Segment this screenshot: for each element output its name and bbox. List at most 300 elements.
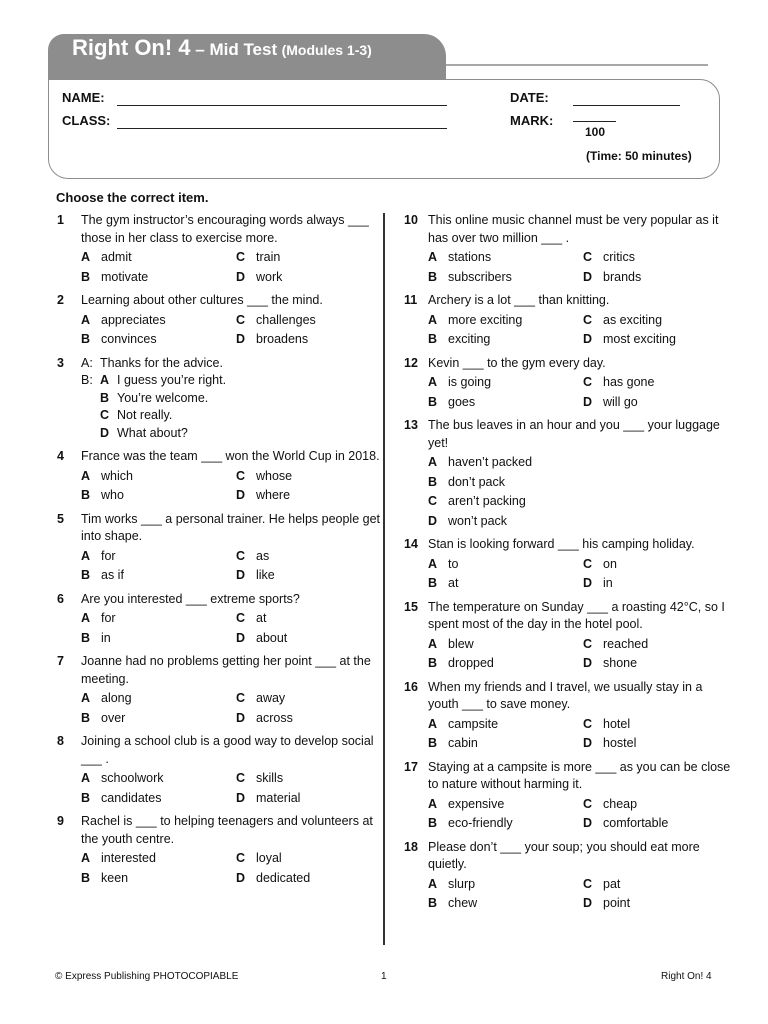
answer-option[interactable] xyxy=(428,331,583,349)
option-letter: A xyxy=(81,250,91,264)
answer-option[interactable] xyxy=(236,770,391,788)
option-text: expensive xyxy=(448,796,505,811)
title-test: – Mid Test xyxy=(190,40,278,59)
question-head xyxy=(404,292,734,310)
option-letter: D xyxy=(236,630,246,645)
option-text: in xyxy=(101,630,111,645)
option-text: keen xyxy=(101,870,129,885)
option-text: as xyxy=(256,548,270,563)
answer-option[interactable] xyxy=(236,487,391,505)
option-text: is going xyxy=(448,375,492,389)
question-text: Staying at a campsite is more ___ as you can be close to nature without harming it. xyxy=(428,759,731,791)
option-text: challenges xyxy=(256,312,316,327)
option-text: will go xyxy=(603,394,638,409)
option-letter: B xyxy=(81,710,91,725)
option-text: blew xyxy=(448,636,474,651)
question-head xyxy=(404,759,734,794)
question-head xyxy=(57,733,387,768)
options-grid xyxy=(57,610,387,647)
answer-option[interactable] xyxy=(81,487,236,505)
option-letter: C xyxy=(236,851,246,865)
question-item xyxy=(57,212,387,286)
question-text: The bus leaves in an hour and you ___ your luggage yet! xyxy=(428,418,720,450)
option-text: schoolwork xyxy=(101,771,164,785)
option-text: where xyxy=(256,488,291,502)
answer-option[interactable] xyxy=(81,269,236,287)
option-letter: A xyxy=(428,796,438,811)
answer-option[interactable] xyxy=(81,850,236,868)
answer-option[interactable] xyxy=(81,770,236,788)
option-text: admit xyxy=(101,250,132,264)
options-grid xyxy=(404,876,734,913)
answer-option[interactable] xyxy=(428,374,583,392)
option-letter: B xyxy=(81,488,91,502)
question-head xyxy=(404,536,734,554)
answer-option[interactable] xyxy=(583,394,738,412)
option-letter: D xyxy=(583,816,593,830)
answer-option[interactable] xyxy=(428,716,583,734)
answer-option[interactable] xyxy=(81,390,387,408)
answer-option[interactable] xyxy=(583,895,738,913)
question-head xyxy=(404,355,734,373)
question-number: 16 xyxy=(404,679,418,694)
question-text: Rachel is ___ to helping teenagers and volunteers at the youth centre. xyxy=(81,814,373,846)
name-field[interactable] xyxy=(117,105,447,106)
option-letter: C xyxy=(236,771,246,785)
footer-page-number: 1 xyxy=(381,971,387,982)
question-number: 7 xyxy=(57,654,64,668)
options-grid xyxy=(57,249,387,286)
answer-option[interactable] xyxy=(428,312,583,330)
option-text: I guess you’re right. xyxy=(117,373,227,387)
option-letter: A xyxy=(81,468,91,483)
question-text: When my friends and I travel, we usually stay in a youth ___ to save money. xyxy=(428,679,703,711)
option-letter: A xyxy=(428,312,438,327)
question-item xyxy=(404,212,734,286)
option-text: exciting xyxy=(448,332,491,346)
answer-option[interactable] xyxy=(236,548,391,566)
answer-option[interactable] xyxy=(428,876,583,894)
option-text: away xyxy=(256,691,286,705)
option-text: don’t pack xyxy=(448,474,505,489)
options-grid xyxy=(404,374,734,411)
option-text: in xyxy=(603,576,613,590)
option-letter: B xyxy=(81,870,91,885)
option-letter: A xyxy=(81,312,91,327)
answer-option[interactable] xyxy=(428,394,583,412)
question-number: 3 xyxy=(57,355,64,370)
answer-option[interactable] xyxy=(81,548,236,566)
question-head xyxy=(57,355,387,443)
option-letter: D xyxy=(236,790,246,805)
question-item xyxy=(404,355,734,412)
option-letter: C xyxy=(236,312,246,327)
answer-option[interactable] xyxy=(81,690,236,708)
option-text: goes xyxy=(448,394,476,409)
option-letter: D xyxy=(583,656,593,670)
option-text: on xyxy=(603,556,617,571)
option-letter: C xyxy=(236,548,246,563)
question-head xyxy=(57,292,387,310)
options-grid xyxy=(404,796,734,833)
option-text: comfortable xyxy=(603,816,669,830)
question-number: 5 xyxy=(57,511,64,526)
question-item xyxy=(404,536,734,593)
option-text: appreciates xyxy=(101,312,166,327)
option-letter: B xyxy=(81,269,91,284)
option-letter: C xyxy=(583,375,593,389)
answer-option[interactable] xyxy=(236,690,391,708)
option-letter: D xyxy=(236,332,246,346)
question-number: 11 xyxy=(404,293,418,307)
answer-option[interactable] xyxy=(428,269,583,287)
option-letter: D xyxy=(236,710,246,725)
option-text: stations xyxy=(448,250,492,264)
answer-option[interactable] xyxy=(583,269,738,287)
option-letter: D xyxy=(236,269,246,284)
answer-option[interactable] xyxy=(81,372,387,390)
options-grid xyxy=(57,312,387,349)
options-grid xyxy=(57,468,387,505)
question-head xyxy=(57,511,387,546)
answer-option[interactable] xyxy=(81,610,236,628)
answer-option[interactable] xyxy=(428,556,583,574)
answer-option[interactable] xyxy=(236,312,391,330)
answer-option[interactable] xyxy=(81,468,236,486)
option-text: haven’t packed xyxy=(448,455,533,469)
class-label: CLASS: xyxy=(62,113,111,128)
options-grid xyxy=(57,690,387,727)
answer-option[interactable] xyxy=(236,331,391,349)
option-letter: A xyxy=(428,375,438,389)
answer-option[interactable] xyxy=(583,556,738,574)
option-text: reached xyxy=(603,636,649,651)
option-text: interested xyxy=(101,851,156,865)
question-head xyxy=(404,679,734,714)
answer-option[interactable] xyxy=(428,815,583,833)
options-grid xyxy=(57,770,387,807)
answer-option[interactable] xyxy=(428,796,583,814)
answer-option[interactable] xyxy=(236,567,391,585)
footer-book-title: Right On! 4 xyxy=(661,971,712,982)
option-text: cheap xyxy=(603,796,638,811)
answer-option[interactable] xyxy=(81,331,236,349)
option-letter: B xyxy=(428,474,438,489)
option-letter: A xyxy=(100,373,110,387)
question-item xyxy=(57,653,387,727)
option-text: You’re welcome. xyxy=(117,390,209,405)
option-text: most exciting xyxy=(603,332,676,346)
answer-option[interactable] xyxy=(428,474,728,492)
answer-option[interactable] xyxy=(81,312,236,330)
answer-option[interactable] xyxy=(583,815,738,833)
options-grid xyxy=(57,850,387,887)
question-item xyxy=(57,591,387,648)
question-number: 15 xyxy=(404,599,418,614)
question-number: 8 xyxy=(57,734,64,748)
option-text: about xyxy=(256,630,288,645)
answer-option[interactable] xyxy=(428,575,583,593)
option-letter: B xyxy=(428,736,438,750)
option-text: pat xyxy=(603,876,621,891)
option-text: train xyxy=(256,250,281,264)
question-number: 14 xyxy=(404,537,418,551)
answer-option[interactable] xyxy=(583,331,738,349)
question-text: This online music channel must be very popular as it has over two million ___ . xyxy=(428,213,719,245)
option-letter: B xyxy=(428,576,438,590)
option-letter: B xyxy=(81,790,91,805)
answer-option[interactable] xyxy=(236,790,391,808)
answer-option[interactable] xyxy=(81,407,387,425)
instructions: Choose the correct item. xyxy=(56,190,209,205)
option-letter: C xyxy=(583,716,593,731)
option-text: cabin xyxy=(448,736,478,750)
answer-option[interactable] xyxy=(81,567,236,585)
option-letter: A xyxy=(428,556,438,571)
answer-option[interactable] xyxy=(81,249,236,267)
answer-option[interactable] xyxy=(236,850,391,868)
question-number: 12 xyxy=(404,355,418,370)
question-number: 2 xyxy=(57,293,64,307)
option-letter: D xyxy=(583,736,593,750)
option-text: eco-friendly xyxy=(448,816,513,830)
questions-right-column xyxy=(404,212,734,919)
option-text: has gone xyxy=(603,375,655,389)
question-number: 10 xyxy=(404,213,418,227)
option-letter: C xyxy=(583,796,593,811)
question-item xyxy=(57,511,387,585)
question-text: Learning about other cultures ___ the mind. xyxy=(81,293,323,307)
option-letter: B xyxy=(428,269,438,284)
option-letter: A xyxy=(81,611,91,625)
question-item xyxy=(404,839,734,913)
option-letter: D xyxy=(428,513,438,528)
answer-option[interactable] xyxy=(81,790,236,808)
options-grid xyxy=(404,249,734,286)
answer-option[interactable] xyxy=(428,513,728,531)
option-text: loyal xyxy=(256,851,282,865)
option-letter: C xyxy=(236,468,246,483)
option-text: motivate xyxy=(101,269,149,284)
option-letter: C xyxy=(100,408,110,422)
option-text: at xyxy=(256,611,267,625)
option-letter: A xyxy=(428,250,438,264)
answer-option[interactable] xyxy=(428,655,583,673)
option-letter: B xyxy=(428,896,438,910)
question-item xyxy=(404,599,734,673)
question-head xyxy=(57,448,387,466)
answer-option[interactable] xyxy=(583,876,738,894)
time-limit: (Time: 50 minutes) xyxy=(586,149,692,163)
option-text: point xyxy=(603,896,631,910)
option-text: material xyxy=(256,790,301,805)
option-text: for xyxy=(101,548,116,563)
option-text: broadens xyxy=(256,332,309,346)
option-text: more exciting xyxy=(448,312,523,327)
question-item xyxy=(404,292,734,349)
answer-option[interactable] xyxy=(583,735,738,753)
answer-option[interactable] xyxy=(428,493,728,511)
question-head xyxy=(404,599,734,634)
option-text: Not really. xyxy=(117,408,173,422)
speaker-b: B: xyxy=(81,373,93,387)
options-grid xyxy=(404,454,734,530)
answer-option[interactable] xyxy=(583,636,738,654)
question-item xyxy=(57,292,387,349)
option-letter: C xyxy=(236,250,246,264)
option-letter: C xyxy=(583,636,593,651)
dialogue xyxy=(81,355,387,443)
option-text: work xyxy=(256,269,283,284)
answer-option[interactable] xyxy=(236,610,391,628)
mark-total: 100 xyxy=(585,125,606,139)
answer-option[interactable] xyxy=(236,249,391,267)
answer-option[interactable] xyxy=(428,636,583,654)
answer-option[interactable] xyxy=(81,870,236,888)
question-number: 1 xyxy=(57,213,64,227)
answer-option[interactable] xyxy=(583,575,738,593)
option-letter: C xyxy=(583,556,593,571)
option-text: What about? xyxy=(117,425,188,440)
footer-copyright: © Express Publishing PHOTOCOPIABLE xyxy=(55,971,239,982)
page-title xyxy=(72,35,372,61)
answer-option[interactable] xyxy=(583,249,738,267)
answer-option[interactable] xyxy=(583,312,738,330)
question-head xyxy=(404,417,734,452)
option-letter: B xyxy=(428,816,438,830)
option-letter: C xyxy=(428,494,438,508)
answer-option[interactable] xyxy=(81,710,236,728)
dialogue-line-a xyxy=(81,355,387,373)
question-text: Are you interested ___ extreme sports? xyxy=(81,591,300,606)
question-number: 13 xyxy=(404,418,418,432)
questions-left-column xyxy=(57,212,387,893)
option-letter: D xyxy=(583,896,593,910)
option-text: at xyxy=(448,576,459,590)
answer-option[interactable] xyxy=(428,249,583,267)
speaker-b xyxy=(81,425,100,443)
option-letter: C xyxy=(583,876,593,891)
question-text: The temperature on Sunday ___ a roasting 42°C, so I spent most of the day in the hotel pool. xyxy=(428,599,725,631)
mark-label: MARK: xyxy=(510,113,554,128)
answer-option[interactable] xyxy=(583,716,738,734)
question-item xyxy=(404,679,734,753)
option-text: whose xyxy=(256,468,293,483)
option-text: convinces xyxy=(101,332,157,346)
class-field[interactable] xyxy=(117,128,447,129)
question-text: Joining a school club is a good way to develop social ___ . xyxy=(81,734,374,766)
option-letter: D xyxy=(100,425,110,440)
option-text: chew xyxy=(448,896,478,910)
options-grid xyxy=(404,312,734,349)
option-letter: A xyxy=(81,851,91,865)
option-letter: B xyxy=(428,394,438,409)
speaker-b xyxy=(81,390,100,408)
option-letter: A xyxy=(81,548,91,563)
question-text: Please don’t ___ your soup; you should eat more quietly. xyxy=(428,839,700,871)
answer-option[interactable] xyxy=(428,895,583,913)
question-text: Stan is looking forward ___ his camping holiday. xyxy=(428,537,695,551)
option-text: brands xyxy=(603,269,642,284)
options-grid xyxy=(57,548,387,585)
question-number: 4 xyxy=(57,449,64,463)
option-text: hostel xyxy=(603,736,637,750)
option-letter: A xyxy=(428,455,438,469)
answer-option[interactable] xyxy=(428,735,583,753)
options-grid xyxy=(404,556,734,593)
question-text: Tim works ___ a personal trainer. He helps people get into shape. xyxy=(81,511,381,543)
question-head xyxy=(404,839,734,874)
option-text: dropped xyxy=(448,656,494,670)
option-letter: C xyxy=(583,312,593,327)
option-text: hotel xyxy=(603,716,631,731)
answer-option[interactable] xyxy=(236,870,391,888)
option-text: aren’t packing xyxy=(448,494,526,508)
answer-option[interactable] xyxy=(236,269,391,287)
option-text: critics xyxy=(603,250,635,264)
question-head xyxy=(57,653,387,688)
question-item xyxy=(404,759,734,833)
option-text: to xyxy=(448,556,459,571)
question-item xyxy=(57,813,387,887)
question-text: The gym instructor’s encouraging words always ___ those in her class to exercise more. xyxy=(81,213,369,245)
mark-field[interactable] xyxy=(573,121,616,122)
option-letter: A xyxy=(428,636,438,651)
question-head xyxy=(57,591,387,609)
option-letter: D xyxy=(583,576,593,590)
option-letter: A xyxy=(81,771,91,785)
option-text: dedicated xyxy=(256,870,311,885)
question-text: Kevin ___ to the gym every day. xyxy=(428,355,606,370)
dialogue-text: Thanks for the advice. xyxy=(100,355,223,370)
date-field[interactable] xyxy=(573,105,680,106)
option-text: for xyxy=(101,611,116,625)
answer-option[interactable] xyxy=(583,374,738,392)
options-grid xyxy=(404,716,734,753)
answer-option[interactable] xyxy=(81,630,236,648)
option-letter: B xyxy=(81,630,91,645)
option-text: like xyxy=(256,568,275,582)
option-letter: D xyxy=(583,394,593,409)
options-grid xyxy=(404,636,734,673)
option-letter: B xyxy=(428,332,438,346)
answer-option[interactable] xyxy=(236,468,391,486)
option-letter: B xyxy=(428,656,438,670)
option-letter: A xyxy=(81,691,91,705)
question-item xyxy=(57,355,387,443)
option-letter: C xyxy=(236,611,246,625)
answer-option[interactable] xyxy=(81,425,387,443)
option-letter: D xyxy=(583,269,593,284)
question-number: 9 xyxy=(57,814,64,828)
speaker-b xyxy=(81,407,100,425)
answer-option[interactable] xyxy=(583,796,738,814)
question-item xyxy=(57,448,387,505)
option-letter: A xyxy=(428,876,438,891)
answer-option[interactable] xyxy=(428,454,728,472)
option-letter: D xyxy=(236,488,246,502)
answer-option[interactable] xyxy=(583,655,738,673)
date-label: DATE: xyxy=(510,90,549,105)
name-label: NAME: xyxy=(62,90,105,105)
student-info-box xyxy=(48,79,720,179)
option-letter: A xyxy=(428,716,438,731)
question-head xyxy=(404,212,734,247)
speaker-a: A: xyxy=(81,355,93,370)
answer-option[interactable] xyxy=(236,710,391,728)
option-text: slurp xyxy=(448,876,476,891)
answer-option[interactable] xyxy=(236,630,391,648)
